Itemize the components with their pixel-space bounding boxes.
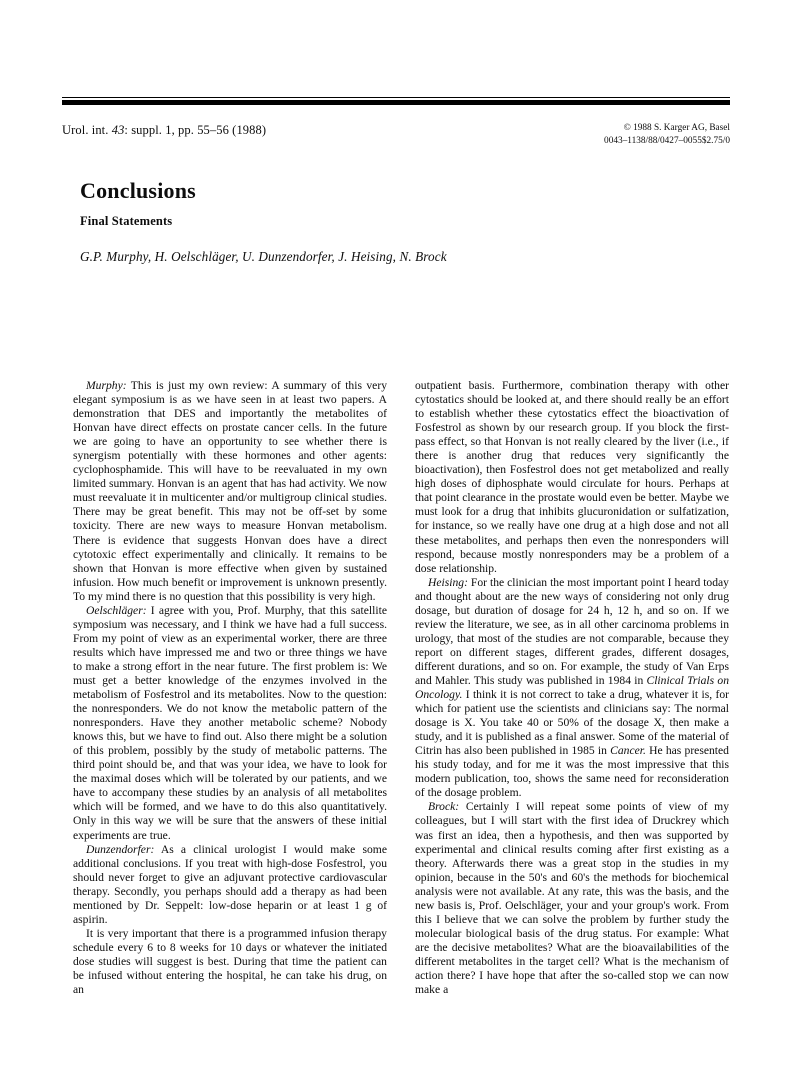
paragraph-text: For the clinician the most important point I heard today and thought about are the new ways of considering not only drug dosage, but duration of dosage for 24 h, 12 h, and so on. If we review the literature, we see, as in all other carcinoma problems in urology, that most of the studies are not comparable, because they report on different stages, different grades, different dosages, different durations, and so on. For example, the study of Van Erps and Mahler. This study was published in 1984 in (415, 575, 729, 687)
cited-work-title: Cancer. (610, 744, 646, 758)
journal-citation-prefix: Urol. int. (62, 123, 112, 137)
journal-volume: 43 (111, 123, 125, 137)
paragraph-text: I agree with you, Prof. Murphy, that this satellite symposium was necessary, and I think we have had a full success. From my point of view as an experimental worker, there are three results which have impressed me and two or three things we have to make a strong effort in the near future. The first problem is: We must get a better knowledge of the enzymes involved in the metabolism of Fosfestrol and its metabolites. Now to the question: the nonresponders. We do not know the metabolic pattern of the nonresponders. Have they another metabolic scheme? Nobody knows this, but we have to find out. Also there might be a solution of this problem, possibly by the study of metabolic patterns. The third point should be, and that was your idea, we have to look for the maximal doses which will be tolerated by our patients, and we have to accompany these studies by an analysis of all metabolites which will be formed, and we have to do this also quantitatively. Only in this way we will be sure that the answers of these initial experiments are true. (73, 603, 387, 842)
journal-citation-suffix: : suppl. 1, pp. 55–56 (1988) (124, 123, 267, 137)
paragraph-text: It is very important that there is a programmed infusion therapy schedule every 6 to 8 weeks for 10 days or whatever the initiated dose studies will suggest is best. During that time the patient can be infused without entering the hospital, he can take his drug, on an (73, 926, 387, 997)
paragraph-text: He has presented his study today, and for me it was the most impressive that this modern publication, too, shows the same need for reconsideration of the dosage problem. (415, 744, 729, 800)
masthead-rules (62, 97, 730, 105)
speaker-name: Heising: (428, 575, 468, 589)
speaker-name: Brock: (428, 800, 460, 814)
paragraph-text: Certainly I will repeat some points of view of my colleagues, but I will start with the first idea of Druckrey which was first an idea, then a hypothesis, and then was supported by experimental and clinical results coming after first existing as a theory. Afterwards there was a great stop in the studies in my opinion, because in the 50's and 60's the methods for biochemical analysis were not available. At any rate, this was the basis, and the new basis is, Prof. Oelschläger, your and your group's work. From this I believe that we can solve the problem by further study the molecular biological basis of the drug status. For example: What are the decisive metabolites? What are the bioavailabilities of the different metabolites in the target cell? What is the mechanism of action there? I have hope that after the so-called stop we can now make a (415, 800, 729, 997)
body-paragraph (73, 843, 387, 927)
body-paragraph (73, 379, 387, 604)
body-paragraph (415, 576, 729, 801)
paragraph-text: As a clinical urologist I would make some additional conclusions. If you treat with high-dose Fosfestrol, you should never forget to give an adjuvant protective cardiovascular therapy. Secondly, you perhaps should add a therapy as had been mentioned by Dr. Seppelt: low-dose heparin or at least 1 g of aspirin. (73, 842, 387, 926)
cited-work-title: Clinical Trials on Oncology. (415, 673, 729, 702)
speaker-name: Dunzendorfer: (86, 842, 155, 856)
body-column-left (73, 379, 387, 997)
body-paragraph (73, 604, 387, 843)
body-paragraph (415, 800, 729, 997)
paragraph-text: outpatient basis. Furthermore, combination therapy with other cytostatics should be looked at, and there should really be an effort to establish whether these cytostatics effect the bioactivation of Fosfestrol as shown by our research group. If you block the first-pass effect, so that Honvan is not really cleared by the liver (i.e., if there is another drug that reduces very significantly the bioactivation), then Fosfestrol does not get metabolized and really high doses of diphosphate would circulate for hours. Perhaps at that point clearance in the prostate would even be better. Maybe we must look for a drug that inhibits glucuronidation or sulfatization, for instance, so we really have one drug at a high dose and not all these metabolites, and perhaps then even the nonresponders will respond, because mostly nonresponders may be a problem of a dose relationship. (415, 379, 729, 575)
issn-code-line: 0043–1138/88/0427–0055$2.75/0 (604, 136, 730, 147)
author-list: G.P. Murphy, H. Oelschläger, U. Dunzendorfer, J. Heising, N. Brock (80, 249, 447, 264)
journal-citation (62, 122, 266, 139)
body-columns (73, 379, 729, 997)
body-column-right (415, 379, 729, 997)
body-paragraph (415, 379, 729, 576)
masthead-rule-thick (62, 100, 730, 105)
body-paragraph (73, 927, 387, 997)
paragraph-text: I think it is not correct to take a drug, whatever it is, for which for patient use the scientists and clinicians say: The normal dosage is X. You take 40 or 50% of the dosage X, then make a study, and it is published as a final answer. Some of the material of Citrin has also been published in 1985 in (415, 688, 729, 758)
copyright-block (604, 122, 730, 148)
speaker-name: Murphy: (86, 379, 127, 392)
copyright-line: © 1988 S. Karger AG, Basel (623, 123, 730, 133)
running-head (62, 122, 730, 148)
speaker-name: Oelschläger: (86, 603, 147, 617)
page-subtitle: Final Statements (80, 214, 173, 228)
paragraph-text: This is just my own review: A summary of this very elegant symposium is as we have seen in at least two papers. A demonstration that DES and importantly the metabolites of Honvan have direct effects on prostate cancer cells. In the future we are going to have an opportunity to see whether there is synergism potentially with these hormones and other agents: cyclophosphamide. This will have to be reevaluated in my own limited summary. Honvan is an agent that has had activity. We now must reevaluate it in multicenter and/or multigroup clinical studies. There may be great benefit. This may not be off-set by some toxicity. There are new ways to measure Honvan metabolism. There is evidence that suggests Honvan does have a direct cytotoxic effect experimentally and clinically. It remains to be shown that Honvan is more effective when given by sustained infusion. How much benefit or improvement is unknown presently. To my mind there is no question that this possibility is very high. (73, 379, 387, 603)
page-title: Conclusions (80, 178, 196, 203)
